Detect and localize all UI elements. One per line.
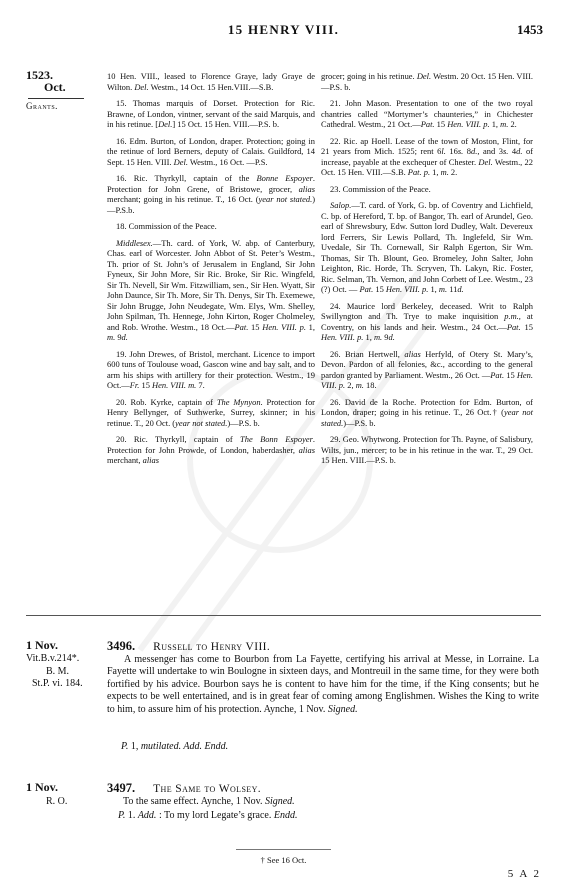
grant-entry: 10 Hen. VIII., leased to Florence Graye, lady Graye de Wilton. Del. Westm., 14 Oct. 15 Hen.VIII.—S.B.	[107, 71, 315, 92]
letter-title: The Same to Wolsey.	[153, 783, 262, 795]
letter-3496-heading-row	[107, 637, 270, 655]
grant-entry: 15. Thomas marquis of Dorset. Protection for Ric. Brawne, of London, vintner, servant of the said Marquis, and in his retinue. [Del.] 15 Oct. 15 Hen. VIII.—P.S. b.	[107, 98, 315, 129]
signature-mark: 5 A 2	[507, 868, 541, 880]
letter-number: 3496.	[107, 639, 136, 653]
letter-3496-note: P. 1, mutilated. Add. Endd.	[121, 741, 229, 752]
page-number: 1453	[517, 22, 543, 37]
grant-entry: grocer; going in his retinue. Del. Westm. 20 Oct. 15 Hen. VIII.—P.S. b.	[321, 71, 533, 92]
grant-entry: 18. Commission of the Peace.	[116, 221, 217, 231]
letter-3497-heading-row	[107, 779, 261, 797]
grant-entry: 20. Ric. Thyrkyll, captain of The Bonn Espoyer. Protection for John Prowde, of London, haberdasher, alias merchant, alias	[107, 434, 315, 465]
margin-year: 1523.	[26, 68, 53, 82]
grant-entry: 26. David de la Roche. Protection for Edm. Burton, of London, draper; going in his retinue. T., 26 Oct.† (year not stated.)—P.S. b.	[321, 396, 533, 428]
letter-3497-line1: To the same effect. Aynche, 1 Nov. Signed.	[123, 796, 295, 807]
grant-entry: 16. Ric. Thyrkyll, captain of the Bonne Espoyer. Protection for John Grene, of Bristowe, grocer, alias merchant; going in his retinue. T., 16 Oct. (year not stated.)—P.S.b.	[107, 173, 316, 215]
letter-title: Russell to Henry VIII.	[153, 641, 271, 653]
footnote: † See 16 Oct.	[260, 855, 307, 865]
letter-3496-refs	[26, 653, 100, 691]
letter-number: 3497.	[107, 781, 136, 795]
letter-3497-ref: R. O.	[46, 796, 68, 807]
grant-entry: 16. Edm. Burton, of London, draper. Protection; going in the retinue of lord Berners, deputy of Calais. Guildford, 14 Sept. 15 Hen. VIII. Del. Westm., 16 Oct. —P.S.	[107, 135, 315, 167]
ref-line: Vit.B.v.214*.	[26, 653, 80, 664]
ref-line: St.P. vi. 184.	[32, 678, 83, 689]
ref-line: B. M.	[46, 665, 70, 677]
letter-3497-date: 1 Nov.	[26, 780, 59, 794]
margin-section: Grants.	[26, 101, 58, 111]
grants-column-left	[107, 71, 315, 472]
grant-entry: 22. Ric. ap Hoell. Lease of the town of Moston, Flint, for 21 years from Mich. 1525; rent 6l. 16s. 8d., and 3s. 4d. of increase, payable at the exchequer of Chester. Del. Westm., 22 Oct. 15 Hen. VIII.—S.B. Pat. p. 1, m. 2.	[321, 135, 534, 177]
grant-entry: 19. John Drewes, of Bristol, merchant. Licence to import 600 tuns of Toulouse woad, Gascon wine and bay salt, and to arm his ships with artillery for their protection. Westm., 19 Oct.—Fr. 15 Hen. VIII. m. 7.	[107, 348, 315, 390]
letter-3496-date: 1 Nov.	[26, 638, 59, 652]
grant-entry: 20. Rob. Kyrke, captain of The Mynyon. Protection for Henry Bellynger, of Suthwerke, Surrey, skinner; in his retinue. T., 20 Oct. (year not stated.)—P.S. b.	[107, 396, 315, 428]
margin-month: Oct.	[44, 80, 66, 94]
grant-entry: Salop.—T. card. of York, G. bp. of Coventry and Lichfield, C. bp. of Hereford, T. bp. of Bangor, Th. earl of Arundel, Geo. earl of Shrewsbury, Edw. Sutton lord Dudley, Walt. Devereux lord Ferrers, Sir Lewis Pollard, Th. Inglefeld, Sir Wm. Uvedale, Sir Th. Cornewall, Sir Ralph Egerton, Sir Wm. Thomas, Sir Th. Blount, Geo. Bromeley, John Salter, John Leighton, Ric. Horde, Th. Scryven, Th. Lakyn, Ric. Foster, Ric. Selman, Th. Vernon, and John Corbett of Lee. Westm., 23 (?) Oct. — Pat. 15 Hen. VIII. p. 1, m. 11d.	[321, 200, 533, 294]
grant-entry: 29. Geo. Whytwong. Protection for Th. Payne, of Salisbury, Wilts, jun., mercer; to be in his retinue in the war. T., 29 Oct. 15 Hen. VIII.—P.S. b.	[321, 434, 533, 465]
grants-column-right	[321, 71, 533, 472]
grant-entry: 24. Maurice lord Berkeley, deceased. Writ to Ralph Swillyngton and Th. Trye to make inquisition p.m., at Coventry, on his lands and heir. Westm., 24 Oct.—Pat. 15 Hen. VIII. p. 1, m. 9d.	[321, 300, 533, 342]
grant-entry: 23. Commission of the Peace.	[330, 183, 431, 194]
grant-entry: Middlesex.—Th. card. of York, W. abp. of Canterbury, Chas. earl of Worcester. John Abbot of St. Peter’s Westm., Th. prior of St. John’s of Jerusalem in England, Sir John Fyneux, Sir John More, Sir Ric. Broke, Sir Ric. Wingfeld, Sir Th. Nevell, Sir Wm. Fitzwilliam, sen., Sir Hen. Wyatt, Sir John Daunce, Sir Th. More, Sir Th. Denys, Sir Th. Exemewe, Sir John Brugge, John Neudegate, Wm. Elys, Wm. Shelley, John Spilman, Th. Hennege, John Kirton, Roger Cholmeley, and Rob. Wrothe. Westm., 18 Oct.—Pat. 15 Hen. VIII. p. 1, m. 9d.	[107, 237, 316, 342]
grant-entry: 21. John Mason. Presentation to one of the two royal chantries called “Mortymer’s chaunteries,” in Chichester Cathedral. Westm., 21 Oct.—Pat. 15 Hen. VIII. p. 1, m. 2.	[321, 98, 533, 129]
letter-3497-line2: P. 1. Add. : To my lord Legate’s grace. Endd.	[118, 810, 298, 821]
letter-3496-body: A messenger has come to Bourbon from La Fayette, certifying his arrival at Messe, in Lorraine. La Fayette will undertake to win Boulogne in sixteen days, and Montreuil in the same time, for they were both fortified by his advice. Bourbon says he is content to have him for the time, if the King consents; but he expects to be well entertained, and is in great fear of coming among Englishmen. Wishes the King to write to him, to assure him of his protection. Aynche, 1 Nov. Signed.	[107, 654, 539, 715]
grant-entry: 26. Brian Hertwell, alias Herfyld, of Otery St. Mary’s, Devon. Pardon of all felonies, &c., according to the general pardon granted by Parliament. Westm., 26 Oct. —Pat. 15 Hen. VIII. p. 2, m. 18.	[321, 348, 534, 390]
running-header: 15 HENRY VIII.	[227, 22, 340, 37]
margin-date	[26, 69, 88, 93]
